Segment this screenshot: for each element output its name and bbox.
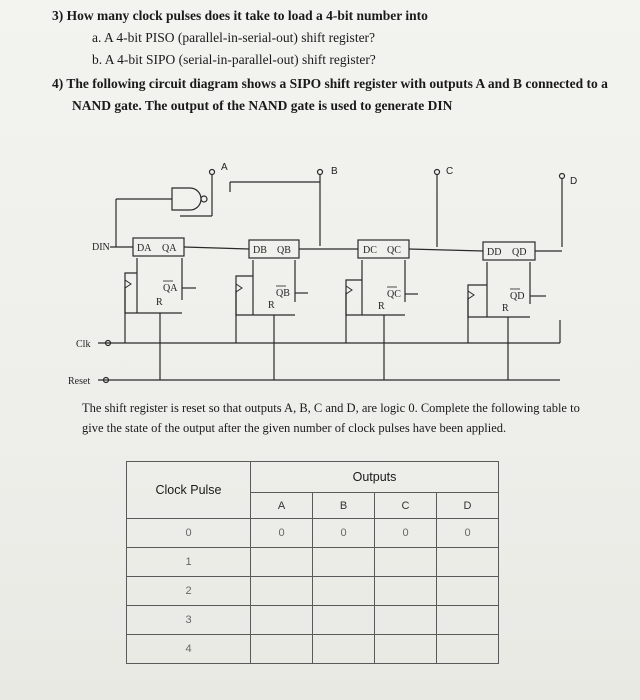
nand-bubble <box>201 196 207 202</box>
column-header-a: A <box>251 493 313 519</box>
table-row <box>127 606 499 635</box>
clock-pulse-header: Clock Pulse <box>127 462 251 519</box>
output-cell[interactable] <box>437 548 499 577</box>
ff-a-q-label: QA <box>162 243 177 254</box>
ff-d-d-label: DD <box>487 247 502 258</box>
ff-a-qbar-label: QA <box>163 283 178 294</box>
pulse-cell: 4 <box>127 635 251 664</box>
output-cell[interactable] <box>251 577 313 606</box>
ff-a-d-label: DA <box>137 243 152 254</box>
ff-c-q-label: QC <box>387 245 401 256</box>
ff-b-qbar-label: QB <box>276 288 290 299</box>
outputs-header: Outputs <box>251 462 499 493</box>
output-cell[interactable] <box>375 577 437 606</box>
output-cell[interactable] <box>313 606 375 635</box>
output-cell[interactable] <box>437 606 499 635</box>
table-row <box>127 519 499 548</box>
outputs-table <box>126 461 499 664</box>
output-cell[interactable]: 0 <box>313 519 375 548</box>
ff-c-qbar-label: QC <box>387 289 401 300</box>
output-cell[interactable]: 0 <box>251 519 313 548</box>
output-b-label: B <box>331 166 338 177</box>
pulse-cell: 2 <box>127 577 251 606</box>
output-cell[interactable]: 0 <box>437 519 499 548</box>
ff-c-r-label: R <box>378 301 385 312</box>
question-4-line2: NAND gate. The output of the NAND gate is used to generate DIN <box>72 98 453 113</box>
nand-gate <box>172 188 201 210</box>
reset-label: Reset <box>68 376 91 387</box>
pulse-cell: 1 <box>127 548 251 577</box>
column-header-b: B <box>313 493 375 519</box>
output-cell[interactable] <box>437 635 499 664</box>
output-cell[interactable] <box>437 577 499 606</box>
din-label: DIN <box>92 242 110 253</box>
table-row <box>127 548 499 577</box>
ff-b-r-label: R <box>268 300 275 311</box>
question-3b: b. A 4-bit SIPO (serial-in-parallel-out) shift register? <box>92 52 376 67</box>
table-row <box>127 577 499 606</box>
table-row <box>127 635 499 664</box>
question-3a: a. A 4-bit PISO (parallel-in-serial-out) shift register? <box>92 30 376 45</box>
question-4-line1: 4) The following circuit diagram shows a SIPO shift register with outputs A and B connected to a <box>52 76 608 91</box>
output-cell[interactable] <box>251 635 313 664</box>
output-cell[interactable] <box>375 635 437 664</box>
ff-b-q-label: QB <box>277 245 291 256</box>
output-cell[interactable]: 0 <box>375 519 437 548</box>
output-cell[interactable] <box>313 548 375 577</box>
output-cell[interactable] <box>313 635 375 664</box>
output-cell[interactable] <box>251 548 313 577</box>
ff-d-r-label: R <box>502 303 509 314</box>
output-cell[interactable] <box>313 577 375 606</box>
question-3: 3) How many clock pulses does it take to load a 4-bit number into <box>52 8 428 23</box>
pulse-cell: 0 <box>127 519 251 548</box>
output-cell[interactable] <box>375 548 437 577</box>
output-cell[interactable] <box>251 606 313 635</box>
ff-a-r-label: R <box>156 297 163 308</box>
instruction-paragraph: The shift register is reset so that outputs A, B, C and D, are logic 0. Complete the following table to give the state of the output after the given number of clock pulses have been applied. <box>82 401 580 435</box>
pulse-cell: 3 <box>127 606 251 635</box>
ff-c-d-label: DC <box>363 245 377 256</box>
column-header-d: D <box>437 493 499 519</box>
column-header-c: C <box>375 493 437 519</box>
ff-d-qbar-label: QD <box>510 291 525 302</box>
ff-b-d-label: DB <box>253 245 267 256</box>
ff-d-q-label: QD <box>512 247 527 258</box>
clk-label: Clk <box>76 339 91 350</box>
output-d-label: D <box>570 176 578 187</box>
output-c-label: C <box>446 166 454 177</box>
output-a-label: A <box>221 162 228 173</box>
output-cell[interactable] <box>375 606 437 635</box>
